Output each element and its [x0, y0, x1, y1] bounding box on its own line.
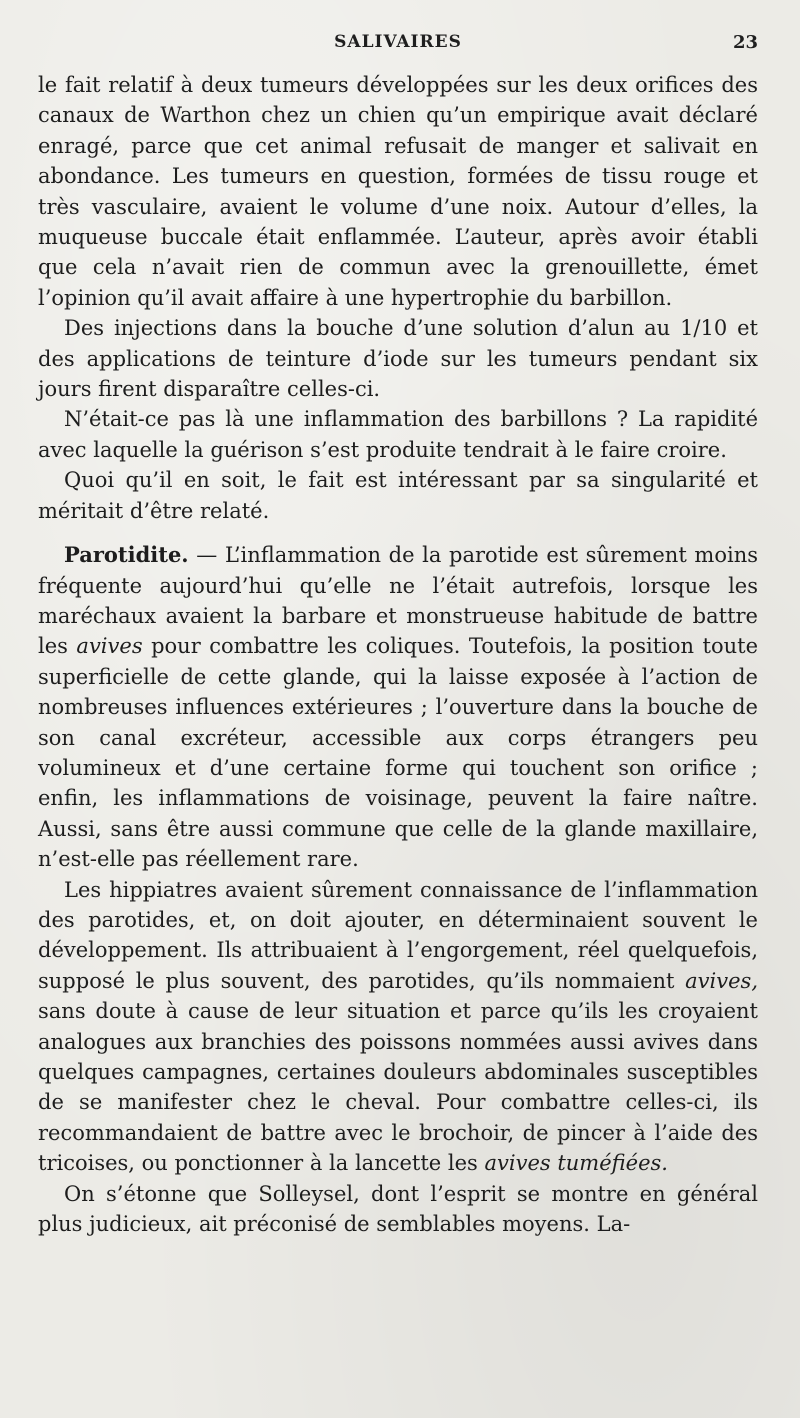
paragraph-1: le fait relatif à deux tumeurs développées sur les deux orifices des canaux de Warthon chez un chien qu’un empirique avait déclaré enragé, parce que cet animal refusait de manger et salivait en abondance. Les tumeurs en question, formées de tissu rouge et très vasculaire, avaient le volume d’une noix. Autour d’elles, la muqueuse buccale était enflammée. L’auteur, après avoir établi que cela n’avait rien de commun avec la grenouillette, émet l’opinion qu’il avait affaire à une hypertrophie du barbillon. — [38, 73, 758, 310]
paragraph-hippiatres — [38, 875, 758, 1179]
page-header — [38, 32, 758, 60]
paragraph-4: Quoi qu’il en soit, le fait est intéressant par sa singularité et méritait d’être relaté. — [38, 468, 758, 523]
paragraph-solleysel: On s’étonne que Solleysel, dont l’esprit se montre en général plus judicieux, ait préconisé de semblables moyens. La- — [38, 1181, 758, 1237]
paragraph-text: pour combattre les coliques. Toutefois, la position toute superficielle de cette glande, qui la laisse exposée à l’action de nombreuses influences extérieures ; l’ouverture dans la bouche de son canal excréteur, accessible aux corps étrangers peu volumineux et d’une certaine forme qui touchent son orifice ; enfin, les inflammations de voisinage, peuvent la faire naître. Aussi, sans être aussi commune que celle de la glande maxillaire, n’est-elle pas réellement rare. — [38, 634, 758, 872]
section-heading: Parotidite. — [64, 542, 189, 568]
italic-term: avives tuméfiées. — [484, 1151, 668, 1176]
page-number: 23 — [732, 32, 758, 53]
italic-term: avives — [76, 634, 143, 659]
paragraph-text: Les hippiatres avaient sûrement connaissance de l’inflammation des parotides, et, on doit ajouter, en déterminaient souvent le développement. Ils attribuaient à l’engorgement, réel quelquefois, supposé le plus souvent, des parotides, qu’ils nommaient — [38, 877, 758, 993]
paragraph-3: N’était-ce pas là une inflammation des barbillons ? La rapidité avec laquelle la guérison s’est produite tendrait à le faire croire. — [38, 407, 758, 462]
paragraph-text: sans doute à cause de leur situation et parce qu’ils les croyaient analogues aux branchies des poissons nommées aussi avives dans quelques campagnes, certaines douleurs abdominales susceptibles de se manifester chez le cheval. Pour combattre celles-ci, ils recommandaient de battre avec le brochoir, de pincer à l’aide des tricoises, ou ponctionner à la lancette les — [38, 999, 758, 1176]
italic-term: avives, — [685, 968, 758, 993]
page-body — [38, 70, 758, 1239]
paragraph-text: — L’inflammation de la parotide est sûrement moins fréquente aujourd’hui qu’elle ne l’était autrefois, lorsque les maréchaux avaient la barbare et monstrueuse habitude de battre les — [38, 543, 758, 659]
running-head: SALIVAIRES — [334, 32, 462, 52]
paragraph-parotidite — [38, 540, 758, 874]
paragraph-2: Des injections dans la bouche d’une solution d’alun au 1/10 et des applications de teinture d’iode sur les tumeurs pendant six jours firent disparaître celles-ci. — [38, 316, 758, 402]
